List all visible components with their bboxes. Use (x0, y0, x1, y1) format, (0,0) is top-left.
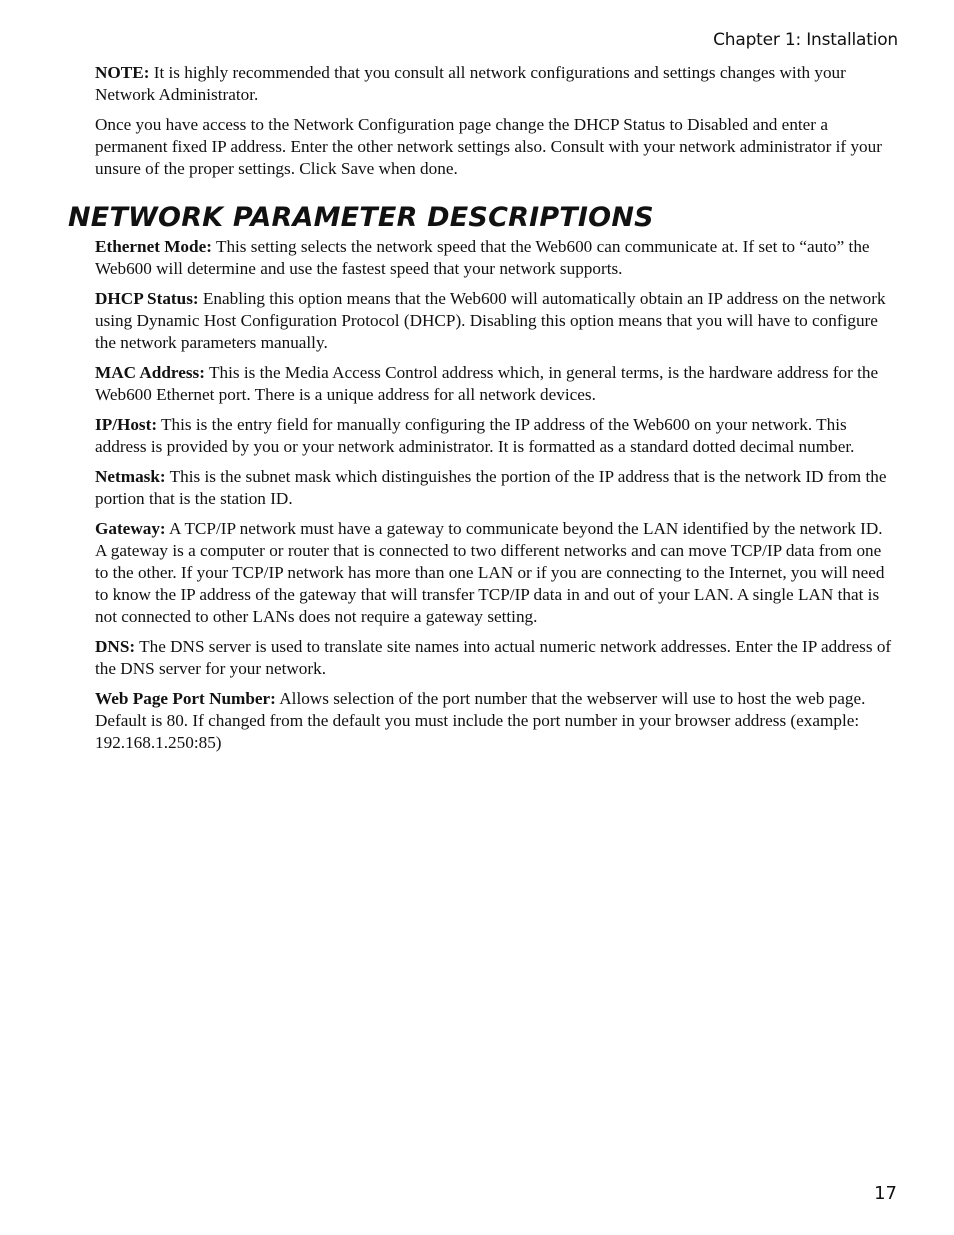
param-gateway (95, 518, 893, 628)
intro-text: Once you have access to the Network Configuration page change the DHCP Status to Disabled and enter a permanent fixed IP address. Enter the other network settings also. Consult with your network administrator if your unsure of the proper settings. Click Save when done. (95, 115, 882, 178)
param-description: Enabling this option means that the Web600 will automatically obtain an IP address on the network using Dynamic Host Configuration Protocol (DHCP). Disabling this option means that you will have to configure the network parameters manually. (95, 289, 886, 352)
page-number: 17 (874, 1183, 897, 1204)
param-dhcp-status (95, 288, 893, 354)
param-ip-host (95, 414, 893, 458)
section-heading: NETWORK PARAMETER DESCRIPTIONS (68, 202, 654, 233)
param-term: IP/Host: (95, 415, 158, 434)
param-description: This is the entry field for manually configuring the IP address of the Web600 on your network. This address is provided by you or your network administrator. It is formatted as a standard dotted decimal number. (95, 415, 855, 456)
param-term: MAC Address: (95, 363, 205, 382)
intro-paragraph (95, 114, 893, 180)
note-label: NOTE: (95, 63, 150, 82)
param-netmask (95, 466, 893, 510)
param-web-page-port-number (95, 688, 893, 754)
param-term: DNS: (95, 637, 136, 656)
param-description: The DNS server is used to translate site names into actual numeric network addresses. Enter the IP address of the DNS server for your network. (95, 637, 892, 678)
param-description: Allows selection of the port number that the webserver will use to host the web page. Default is 80. If changed from the default you must include the port number in your browser address (example: 192.168.1.250:85) (95, 689, 866, 752)
note-text: It is highly recommended that you consult all network configurations and settings changes with your Network Administrator. (95, 63, 846, 104)
param-term: Netmask: (95, 467, 166, 486)
running-head: Chapter 1: Installation (713, 30, 898, 50)
param-dns (95, 636, 893, 680)
param-term: Gateway: (95, 519, 166, 538)
param-term: Ethernet Mode: (95, 237, 212, 256)
note-paragraph (95, 62, 893, 106)
param-description: A TCP/IP network must have a gateway to communicate beyond the LAN identified by the network ID. A gateway is a computer or router that is connected to two different networks and can move TCP/IP data from one to the other. If your TCP/IP network has more than one LAN or if you are connecting to the Internet, you will need to know the IP address of the gateway that will transfer TCP/IP data in and out of your LAN. A single LAN that is not connected to other LANs does not require a gateway setting. (95, 519, 885, 626)
page-body (68, 62, 893, 762)
param-term: DHCP Status: (95, 289, 199, 308)
param-mac-address (95, 362, 893, 406)
param-term: Web Page Port Number: (95, 689, 276, 708)
param-ethernet-mode (95, 236, 893, 280)
param-description: This is the subnet mask which distinguishes the portion of the IP address that is the network ID from the portion that is the station ID. (95, 467, 887, 508)
param-description: This is the Media Access Control address which, in general terms, is the hardware address for the Web600 Ethernet port. There is a unique address for all network devices. (95, 363, 879, 404)
param-description: This setting selects the network speed that the Web600 can communicate at. If set to “auto” the Web600 will determine and use the fastest speed that your network supports. (95, 237, 870, 278)
